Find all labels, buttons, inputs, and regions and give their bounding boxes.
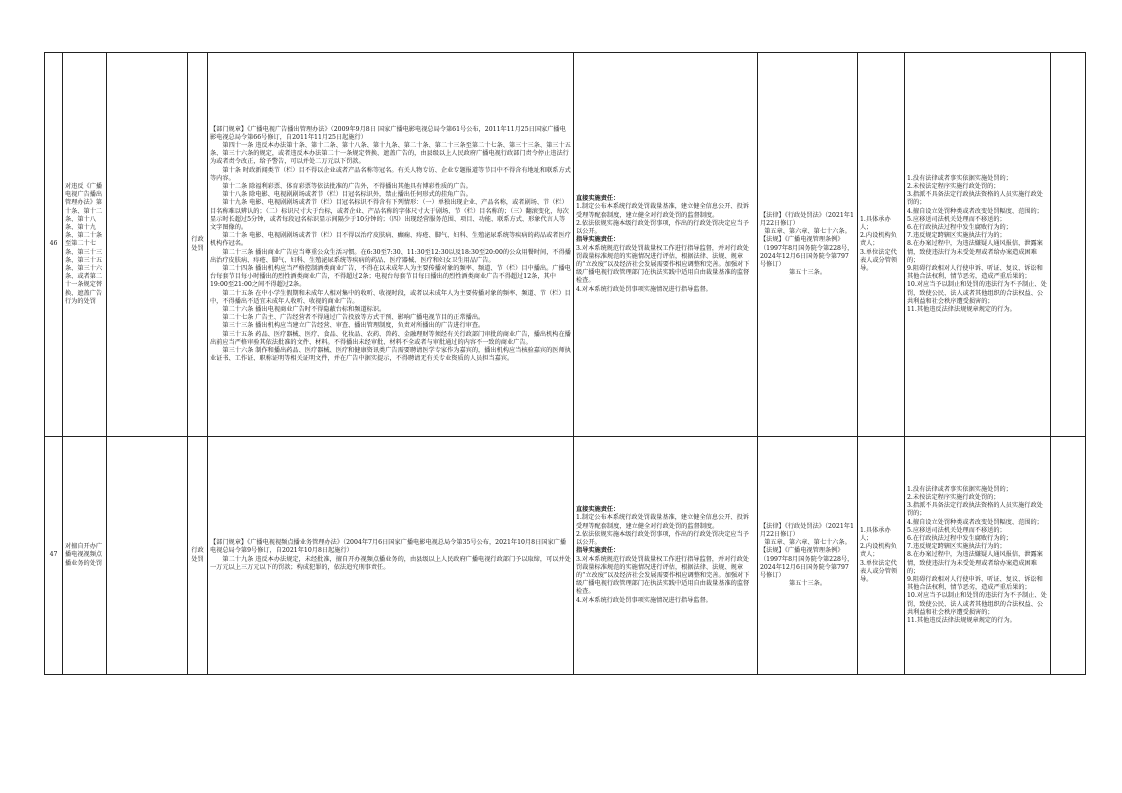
empty-cell <box>107 53 188 437</box>
row-number: 46 <box>45 53 63 437</box>
duty-item: 2.依法依规实施本级行政处罚事项，作出的行政处罚决定应当予以公开。 <box>576 530 749 547</box>
law-articles: 第五十三条。 <box>788 580 827 588</box>
risk-item: 7.违反规定跨辖区实施执法行为的； <box>907 232 1006 240</box>
basis-paragraph: 第十条 时政新闻类节（栏）目不得以企业或者产品名称等冠名。有关人物专访、企业专题报道等节目中不得含有地址和联系方式等内容。 <box>210 166 571 182</box>
risk-item: 1.没有法律或者事实依据实施处罚的； <box>907 485 1012 493</box>
law-articles: 第五章、第六章、第七十六条。 <box>764 539 851 547</box>
basis-paragraph: 第二十七条 广告主、广告经营者不得通过广告投放等方式干预、影响广播电视节目的正常播出。 <box>222 314 485 322</box>
risk-item: 5.应移送司法机关处理而不移送的； <box>907 526 1006 534</box>
subject-item: 1.具体承办人； <box>860 215 891 231</box>
item-name: 对违反《广播电视广告播出管理办法》第十条、第十二条、第十八条、第十九条、第二十条至第二十七条、第三十三条、第三十五条、第三十六条、或者第二十一条规定替换、遮盖广告行为的处罚 <box>63 53 107 437</box>
remarks-cell <box>1051 53 1086 437</box>
duty-heading: 指导实施责任： <box>576 236 620 244</box>
risk-item: 1.没有法律或者事实依据实施处罚的； <box>907 174 1012 182</box>
risk-item: 10.对应当予以制止和处罚的违法行为不予制止、处罚，致使公民、法人或者其他组织的合法权益、公共利益和社会秩序遭受损害的； <box>907 281 1047 305</box>
duty-item: 1.制定公布本系统行政处罚裁量基准，建立健全信息公开、投诉受理等配套制度，建立健全对行政处罚的监督制度。 <box>576 203 749 219</box>
risk-item: 8.在办案过程中，为违法嫌疑人通风报信，泄露案情，致使违法行为未受处理或者给办案造成困难的； <box>907 240 1043 264</box>
basis-paragraph: 【部门规章】《广播电视广告播出管理办法》（2009年9月8日 国家广播电影电视总局令第61号公布，2011年11月25日国家广播电影电视总局令第66号修订，自2011年11月25日起施行） <box>210 125 566 141</box>
law-articles: 第五十三条。 <box>788 269 827 277</box>
risk-item: 9.阻碍行政相对人行使申诉、听证、复议、诉讼和其他合法权利，情节恶劣，造成严重后果的； <box>907 265 1043 281</box>
basis-paragraph: 【部门规章】《广播电视视频点播业务管理办法》（2004年7月6日国家广播电影电视总局令第35号公布，2021年10月8日国家广播电视总局令第9号修订，自2021年10月8日起施行） <box>210 539 567 555</box>
risk-item: 6.在行政执法过程中发生腐败行为的； <box>907 223 1012 231</box>
risk-item: 4.擅自设立处罚种类或者改变处罚幅度、范围的； <box>907 207 1043 215</box>
basis-paragraph: 第二十四条 播出机构应当严格控制酒类商业广告，不得在以未成年人为主要传播对象的频率、频道、节（栏）目中播出。广播电台每套节目每小时播出的烈性酒类商业广告，不得超过2条；电视台每套节目每日播出的烈性酒类商业广告不得超过12条，其中19:00至21:00之间不得超过2条。 <box>210 265 571 289</box>
basis-paragraph: 第二十九条 违反本办法规定，未经批准，擅自开办视频点播业务的，由县级以上人民政府广播电视行政部门予以取缔，可以并处一万元以上三万元以下的罚款；构成犯罪的，依法追究刑事责任。 <box>210 555 571 571</box>
basis-paragraph: 第十八条 除电影、电视剧剧场或者节（栏）目冠名标识外，禁止播出任何形式的挂角广告。 <box>222 191 472 199</box>
law-ref: 【法律】《行政处罚法》（2021年1月22日修订） <box>760 211 854 227</box>
subject-item: 3.单位法定代表人或分管领导。 <box>860 248 898 272</box>
accountability-situation-cell <box>905 53 1051 437</box>
responsibility-cell <box>574 53 758 437</box>
law-ref: 【法律】《行政处罚法》（2021年1月22日修订） <box>760 522 854 538</box>
basis-paragraph: 第三十三条 播出机构应当建立广告经营、审查、播出管理制度，负责对所播出的广告进行审查。 <box>222 322 485 330</box>
basis-paragraph: 第二十六条 播出电视商业广告时不得隐蔽台标和频道标识。 <box>222 306 386 314</box>
risk-item: 4.擅自设立处罚种类或者改变处罚幅度、范围的； <box>907 518 1043 526</box>
table-row <box>45 437 1086 675</box>
subject-item: 1.具体承办人； <box>860 526 891 542</box>
risk-item: 3.指派不具备法定行政执法资格的人员实施行政处罚的； <box>907 191 1043 207</box>
accountability-basis-cell <box>758 437 858 675</box>
risk-item: 2.未按法定程序实施行政处罚的； <box>907 493 1000 501</box>
risk-item: 11.其他违反法律法规规章规定的行为。 <box>907 306 1016 314</box>
category-cell: 行政处罚 <box>188 53 208 437</box>
subject-item: 2.内设机构负责人； <box>860 232 897 248</box>
duty-item: 3.对本系统规范行政处罚裁量权工作进行指导监督，并对行政处罚裁量标准规范的实施情况进行评估，根据法律、法规、规章的“立改废”以及经济社会发展需要作相应调整和完善。加强对下级广播电视行政管理部门在执法实践中适用自由裁量基准的监督检查。 <box>576 555 750 596</box>
item-name: 对擅自开办广播电视视频点播业务的处罚 <box>63 437 107 675</box>
law-articles: 第五章、第六章、第七十六条。 <box>764 228 851 236</box>
basis-paragraph: 第十九条 电影、电视剧剧场或者节（栏）目冠名标识不得含有下列情形：（一）单独出现企业、产品名称，或者剧场、节（栏）目名称难以辨认的；（二）标识尺寸大于台标，或者企业、产品名称的字体尺寸大于剧场、节（栏）目名称的；（三）翻滚变化，每次显示时长超过5分钟，或者每段冠名标识显示间隔少于10分钟的；（四）出现经营服务范围、项目、功能、联系方式、形象代言人等文字图像的。 <box>210 199 569 231</box>
accountability-basis-cell <box>758 53 858 437</box>
legal-basis-cell <box>208 53 574 437</box>
legal-basis-cell <box>208 437 574 675</box>
row-number: 47 <box>45 437 63 675</box>
responsibility-table <box>44 52 1086 675</box>
basis-paragraph: 第二十条 电影、电视剧剧场或者节（栏）目不得以治疗皮肤病、癫痫、痔疮、脚气、妇科、生殖泌尿系统等疾病的药品或者医疗机构作冠名。 <box>210 232 571 248</box>
risk-item: 5.应移送司法机关处理而不移送的； <box>907 215 1006 223</box>
empty-cell <box>107 437 188 675</box>
basis-paragraph: 第二十三条 播出商业广告应当尊重公众生活习惯。在6:30至7:30、11:30至12:30以及18:30至20:00的公众用餐时间，不得播出治疗皮肤病、痔疮、脚气、妇科、生殖泌尿系统等疾病的药品、医疗器械、医疗和妇女卫生用品广告。 <box>210 248 571 264</box>
responsible-subject-cell <box>858 53 905 437</box>
responsible-subject-cell <box>858 437 905 675</box>
remarks-cell <box>1051 437 1086 675</box>
risk-item: 11.其他违反法律法规规章规定的行为。 <box>907 617 1016 625</box>
responsibility-cell <box>574 437 758 675</box>
risk-item: 8.在办案过程中，为违法嫌疑人通风报信，泄露案情，致使违法行为未受处理或者给办案造成困难的； <box>907 551 1043 575</box>
basis-paragraph: 第二十五条 在中小学生假期和未成年人相对集中的收听、收视时段，或者以未成年人为主要传播对象的频率、频道、节（栏）目中，不得播出不适宜未成年人收听、收视的商业广告。 <box>210 289 571 305</box>
risk-item: 2.未按法定程序实施行政处罚的； <box>907 182 1000 190</box>
basis-paragraph: 第十二条 除福利彩票、体育彩票等依法批准的广告外，不得播出其他具有博彩性质的广告。 <box>222 182 472 190</box>
duty-item: 4.对本系统行政处罚事项实施情况进行指导监督。 <box>576 596 712 604</box>
subject-item: 2.内设机构负责人； <box>860 543 897 559</box>
basis-paragraph: 第三十六条 制作和播出药品、医疗器械、医疗和健康资讯类广告需要聘请医学专家作为嘉宾的，播出机构应当核验嘉宾的医师执业证书、工作证、职称证明等相关证明文件，并在广告中据实提示，不得聘请无有关专业资质的人员担当嘉宾。 <box>210 347 571 363</box>
duty-item: 3.对本系统规范行政处罚裁量权工作进行指导监督，并对行政处罚裁量标准规范的实施情况进行评估，根据法律、法规、规章的“立改废”以及经济社会发展需要作相应调整和完善。加强对下级广播电视行政管理部门在执法实践中适用自由裁量基准的监督检查。 <box>576 244 750 285</box>
risk-item: 3.指派不具备法定行政执法资格的人员实施行政处罚的； <box>907 502 1043 518</box>
risk-item: 10.对应当予以制止和处罚的违法行为不予制止、处罚，致使公民、法人或者其他组织的合法权益、公共利益和社会秩序遭受损害的； <box>907 592 1047 616</box>
duty-heading: 指导实施责任： <box>576 547 620 555</box>
risk-item: 6.在行政执法过程中发生腐败行为的； <box>907 534 1012 542</box>
duty-item: 1.制定公布本系统行政处罚裁量基准，建立健全信息公开、投诉受理等配套制度，建立健全对行政处罚的监督制度。 <box>576 514 749 530</box>
accountability-situation-cell <box>905 437 1051 675</box>
law-ref: 【法规】《广播电视管理条例》（1997年8月国务院令第228号，2024年12月6日国务院令第797号修订） <box>760 547 854 579</box>
risk-item: 9.阻碍行政相对人行使申诉、听证、复议、诉讼和其他合法权利，情节恶劣，造成严重后果的； <box>907 576 1043 592</box>
duty-item: 4.对本系统行政处罚事项实施情况进行指导监督。 <box>576 285 712 293</box>
duty-heading: 直接实施责任： <box>576 195 620 203</box>
table-row <box>45 53 1086 437</box>
duty-item: 2.依法依规实施本级行政处罚事项，作出的行政处罚决定应当予以公开。 <box>576 219 749 236</box>
law-ref: 【法规】《广播电视管理条例》（1997年8月国务院令第228号，2024年12月6日国务院令第797号修订） <box>760 236 854 268</box>
basis-paragraph: 第三十五条 药品、医疗器械、医疗、食品、化妆品、农药、兽药、金融理财等须经有关行政部门审批的商业广告，播出机构在播出前应当严格审验其依法批准的文件、材料。不得播出未经审批、材料不全或者与审批通过的内容不一致的商业广告。 <box>210 330 571 346</box>
category-cell: 行政处罚 <box>188 437 208 675</box>
duty-heading: 直接实施责任： <box>576 506 620 514</box>
subject-item: 3.单位法定代表人或分管领导。 <box>860 559 898 583</box>
basis-paragraph: 第四十一条 违反本办法第十条、第十二条、第十八条、第十九条、第二十条、第二十三条至第二十七条、第三十三条、第三十五条、第三十六条的规定，或者违反本办法第二十一条规定替换、遮盖广告的，由县级以上人民政府广播电视行政部门责令停止违法行为或者责令改正，给予警告，可以并处二万元以下罚款。 <box>210 141 571 166</box>
risk-item: 7.违反规定跨辖区实施执法行为的； <box>907 543 1006 551</box>
